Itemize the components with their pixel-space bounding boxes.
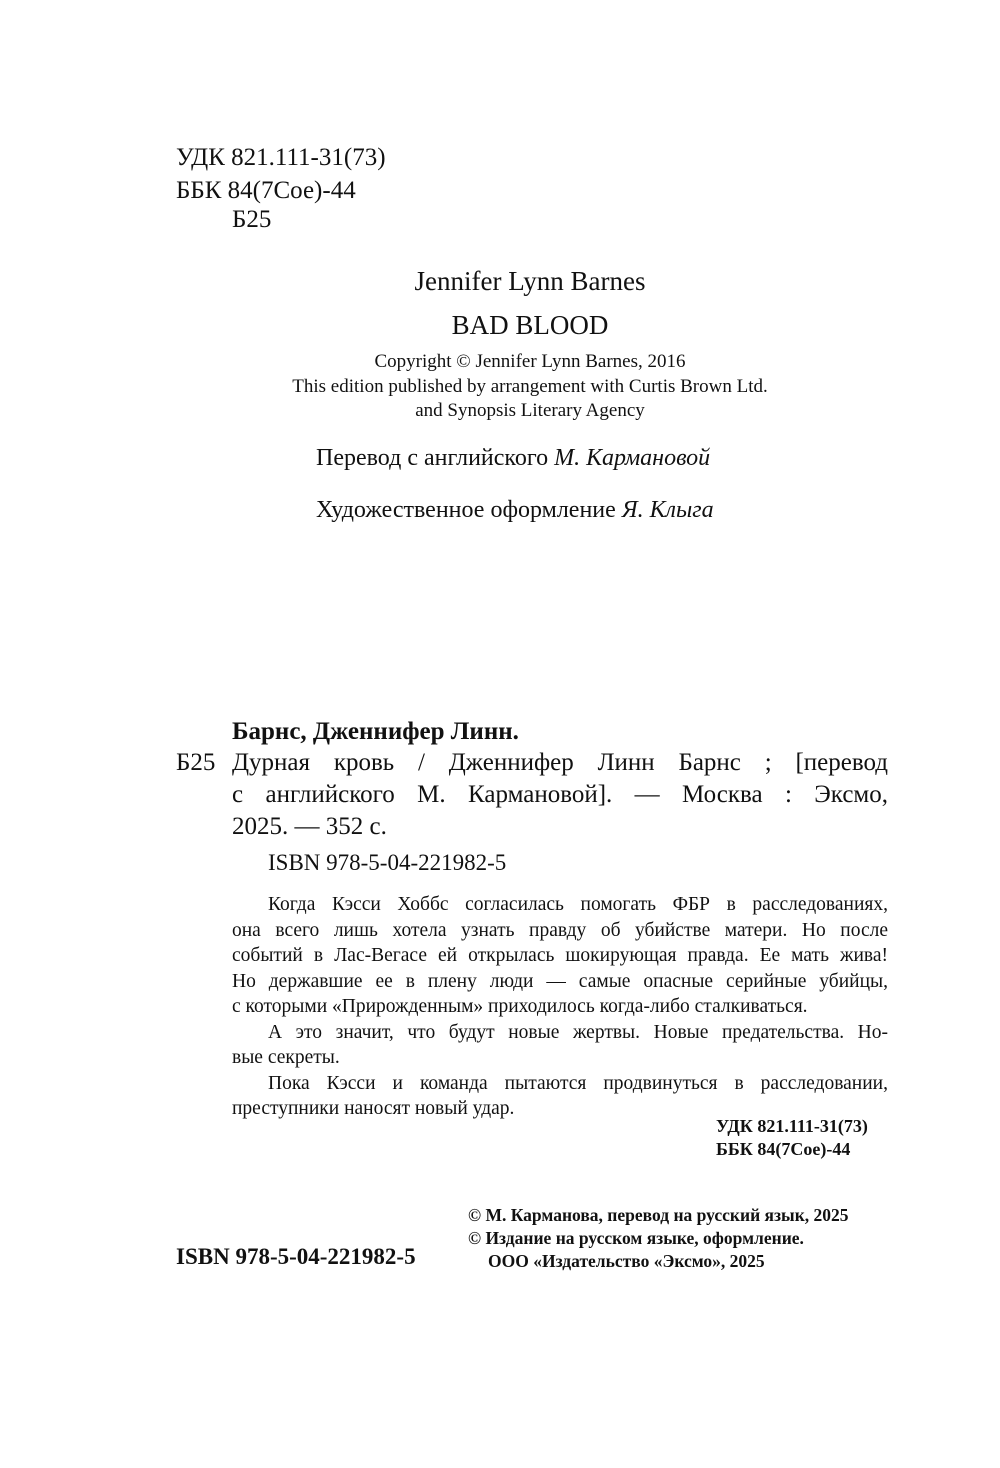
annotation-line: она всего лишь хотела узнать правду об убийстве матери. Но после	[232, 919, 888, 941]
copyright-line: This edition published by arrangement with Curtis Brown Ltd.	[292, 376, 768, 397]
annotation	[232, 892, 888, 1122]
imprint-isbn: ISBN 978-5-04-221982-5	[176, 1244, 416, 1269]
design-label: Художественное оформление	[316, 497, 616, 523]
imprint-copyright-line: ООО «Издательство «Эксмо», 2025	[488, 1251, 765, 1271]
translator-name: М. Кармановой	[554, 445, 711, 471]
annotation-line: с которыми «Прирожденным» приходилось когда-либо сталкиваться.	[232, 996, 808, 1017]
bbk-code-bottom: ББК 84(7Сое)-44	[716, 1139, 851, 1159]
design-credit	[316, 494, 714, 526]
copyright-line: Copyright © Jennifer Lynn Barnes, 2016	[374, 351, 686, 372]
bbk-code-top: ББК 84(7Сое)-44	[176, 177, 356, 204]
annotation-line: А это значит, что будут новые жертвы. Новые предательства. Но-	[268, 1021, 888, 1043]
imprint-copyright-line: © Издание на русском языке, оформление.	[468, 1228, 804, 1248]
annotation-line: Пока Кэсси и команда пытаются продвинуться в расследовании,	[268, 1072, 888, 1094]
annotation-line: преступники наносят новый удар.	[232, 1098, 515, 1119]
udk-code-bottom: УДК 821.111-31(73)	[716, 1116, 868, 1136]
original-title: BAD BLOOD	[451, 310, 609, 340]
author-mark-top: Б25	[232, 206, 272, 233]
translation-credit	[316, 442, 710, 474]
description-line: с английского М. Кармановой]. — Москва : Эксмо,	[232, 781, 888, 808]
card-description	[232, 747, 888, 843]
original-author: Jennifer Lynn Barnes	[414, 266, 646, 296]
udk-code-top: УДК 821.111-31(73)	[176, 144, 386, 171]
copyright-line: and Synopsis Literary Agency	[415, 400, 645, 421]
annotation-line: Но державшие ее в плену люди — самые опасные серийные убийцы,	[232, 970, 888, 992]
card-isbn: ISBN 978-5-04-221982-5	[268, 850, 507, 875]
annotation-line: событий в Лас-Вегасе ей открылась шокирующая правда. Ее мать жива!	[232, 945, 888, 966]
description-line: Дурная кровь / Дженнифер Линн Барнс ; [перевод	[232, 749, 888, 776]
annotation-line: Когда Кэсси Хоббс согласилась помогать ФБР в расследованиях,	[268, 894, 888, 915]
imprint-copyright-line: © М. Карманова, перевод на русский язык, 2025	[468, 1205, 849, 1225]
designer-name: Я. Клыга	[621, 497, 714, 523]
card-author-heading: Барнс, Дженнифер Линн.	[232, 718, 519, 745]
card-author-mark: Б25	[176, 749, 216, 776]
translation-label: Перевод с английского	[316, 445, 549, 471]
annotation-line: вые секреты.	[232, 1047, 340, 1068]
description-line: 2025. — 352 с.	[232, 813, 387, 840]
